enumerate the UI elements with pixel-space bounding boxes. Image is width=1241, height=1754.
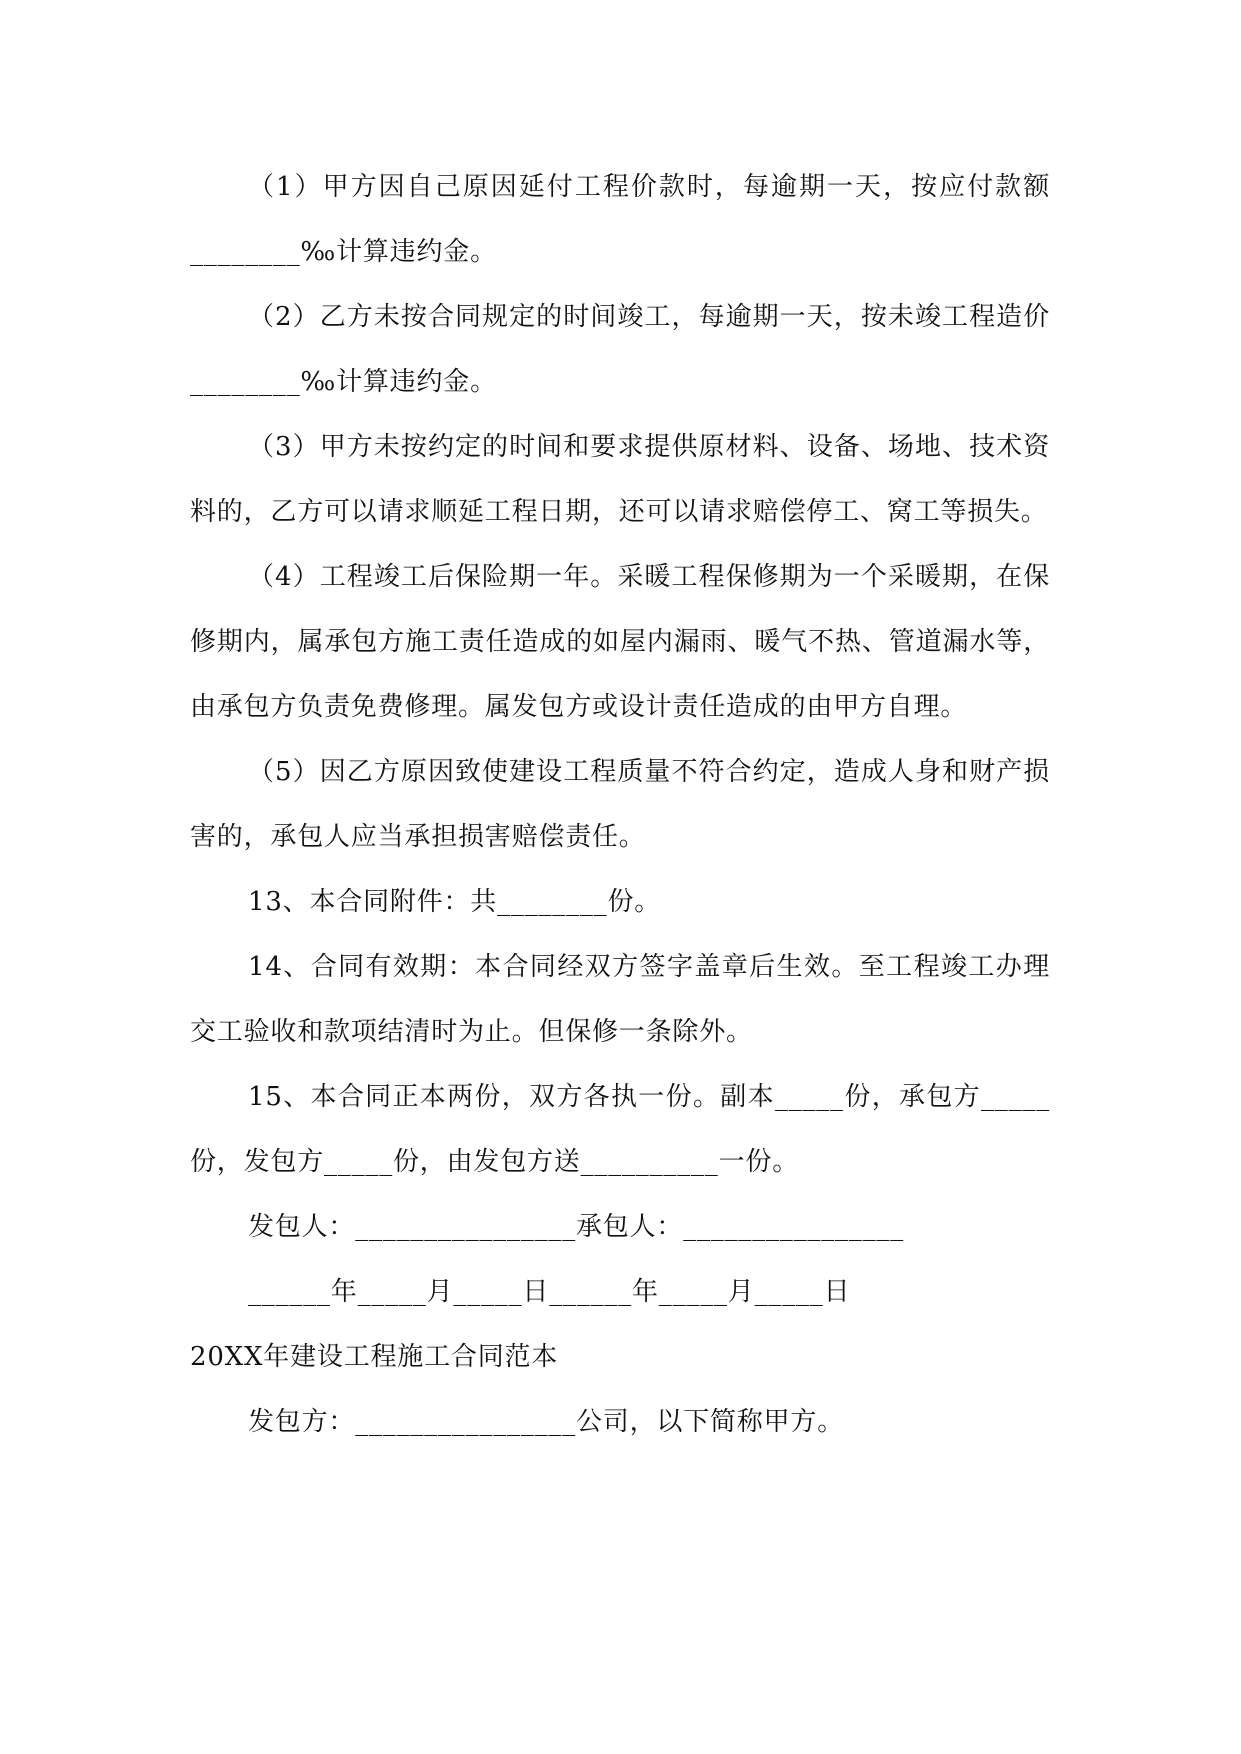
clause-1-late-payment: （1）甲方因自己原因延付工程价款时，每逾期一天，按应付款额________‰计算违约金。 (190, 172, 1050, 267)
clause-5-quality: （5）因乙方原因致使建设工程质量不符合约定，造成人身和财产损害的，承包人应当承担损害赔偿责任。 (190, 757, 1050, 852)
signature-line: 发包人：________________承包人：________________ (248, 1212, 904, 1242)
document-body (190, 155, 1050, 1455)
employer-line: 发包方：________________公司，以下简称甲方。 (248, 1407, 845, 1437)
article-13-attachments: 13、本合同附件：共________份。 (248, 887, 662, 917)
clause-4-warranty: （4）工程竣工后保险期一年。采暖工程保修期为一个采暖期，在保修期内，属承包方施工责任造成的如屋内漏雨、暖气不热、管道漏水等，由承包方负责免费修理。属发包方或设计责任造成的由甲方自理。 (190, 562, 1050, 722)
article-15-copies: 15、本合同正本两份，双方各执一份。副本_____份，承包方_____份，发包方_____份，由发包方送__________一份。 (190, 1082, 1050, 1177)
date-line: ______年_____月_____日______年_____月_____日 (248, 1277, 851, 1307)
article-14-validity: 14、合同有效期：本合同经双方签字盖章后生效。至工程竣工办理交工验收和款项结清时为止。但保修一条除外。 (190, 952, 1050, 1047)
next-document-title: 20XX年建设工程施工合同范本 (190, 1342, 559, 1372)
clause-3-materials: （3）甲方未按约定的时间和要求提供原材料、设备、场地、技术资料的，乙方可以请求顺延工程日期，还可以请求赔偿停工、窝工等损失。 (190, 432, 1050, 527)
clause-2-late-completion: （2）乙方未按合同规定的时间竣工，每逾期一天，按未竣工程造价________‰计算违约金。 (190, 302, 1050, 397)
